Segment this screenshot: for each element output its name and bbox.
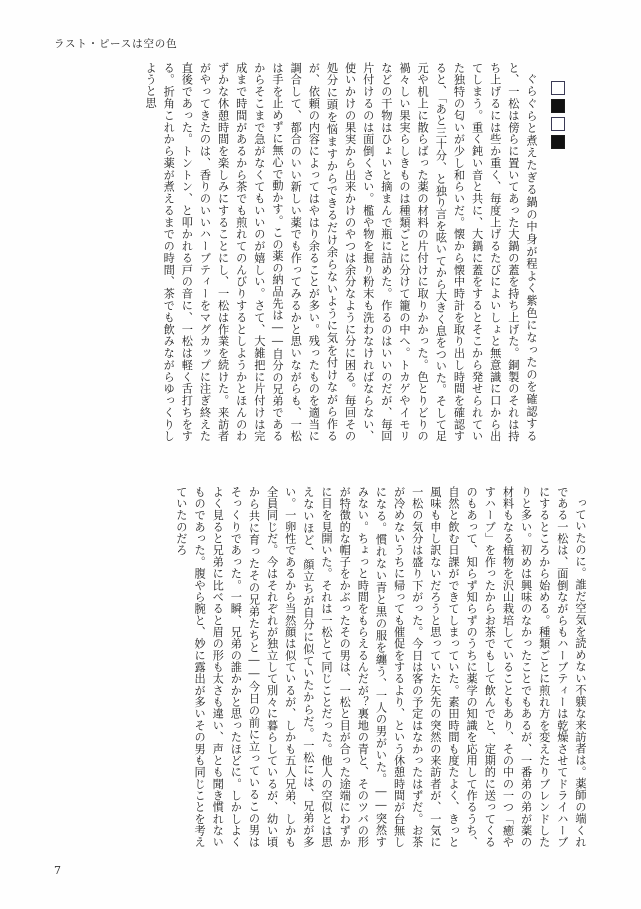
scene-break-ornament (551, 81, 565, 149)
square-outline-icon (551, 81, 565, 95)
square-filled-icon (551, 99, 565, 113)
square-outline-icon (551, 117, 565, 131)
body-text-lower (52, 486, 589, 848)
page-number: 7 (54, 864, 61, 877)
body-text-upper (52, 62, 540, 442)
paragraph-lower: っていたのに。誰だ空気を読めない不躾な来訪者は。薬師の端くれである一松は、面倒ながらもハーブティーは乾燥させてドライハーブにするところから始める。種類ごとに煎れ方を変えたりブレンドしたりと多い。初めは興味のなかったことでもあるが、一番弟の弟が薬の材料もなる植物を沢山栽培していることもあり、その中の一つ「癒やすハーブ」を作ったからお茶でもして飲んでと、定期的に送ってくるのもあって、知らず知らずのうちに薬学の知識を応用して作るうち、自然と飲む日課ができてしまっていた。素田時間も度たよく、きっと風味も申し訳ないだろうと思っていた矢先の突然の来訪者が、一気に一松の気分は盛り下がった。今日は客の予定はなかったはずだ。お茶が冷めないうちに帰っても催促をするより、という休憩時間が台無しになる。慣れない青と黒の服を纏う、一人の男がいた。――突然すみない。ちょっと時間をもらえるんだが？裏地の青と、そのツバの形が特徴的な帽子をかぶったその男は、一松と目が合った途端にわずかに目を見開いた。それは一松とて同じことだった。他人の空似とは思えないほど、顔立ちが自分に似ていたからだ。一松には、兄弟が多い。一卵性であるから当然顔は似ているが、しかも五人兄弟、しかも全員同じだ。今はそれぞれが独立して別々に暮らしているが、幼い頃から共に育ったその兄弟たちと――今日の前に立っているこの男はそっくりであった。一瞬、兄弟の誰かかと思ったほどに。しかしよくよく見ると兄弟に比べると眉の形も太さも違い、声とも聞き慣れないものであった。腹やら腕と、妙に露出が多いその男も同じことを考えていたのだろ (174, 486, 587, 848)
running-header: ラスト・ピースは空の色 (54, 38, 178, 50)
square-filled-icon (551, 135, 565, 149)
paragraph-upper: ぐらぐらと煮えたぎる鍋の中身が程よく紫色になったのを確認すると、一松は傍らに置いてあった大鍋の蓋を持ち上げた。銅製のそれは持ち上げるには些か重く、毎度上げるたびによいしょと無意識に口から出てしまう。重く鈍い音と共に、大鍋に蓋をするとそこから発せられていた独特の匂いが少し和らいだ。懐から懐中時計を取り出し時間を確認すると、「あと三十分、と独り言を呟いてから大きく息をついた。そして足元や机上に散らばった薬の材料の片付けに取りかかった。色とりどりの禍々しい果実らしきものは種類ごとに分けて籠の中へ。トカゲやイモリなどの干物はひょいと摘まんで瓶に詰めた。作るのはいいのだが、毎回片付けるのは面倒くさい。檻や物を掘り粉末も洗わなければならない、使いかけの果実から出来かけのやつは余分なように分に困る。毎回その処分に頭を悩ますからできるだけ余らないように気を付けながら作るが、依頼の内容によってはやはり余ることが多い。残ったものを適当に調合して、都合のいい新しい薬でも作ってみるかと思いながらも、一松は手を止めずに無心で動かす。この薬の納品先は――自分の兄弟であるからそこまで急がなくてもいいのが嬉しい。さて、大雑把に片付けは完成まで時間があるから茶でも煎れてのんびりするとしようかとほんのわずかな休憩時間を楽しみにすることにし、一松は作業を続けた。来訪者がやってきたのは、香りのいいハーブティーをマグカップに注ぎ終えた直後であった。トントン、と叩かれる戸の音に、一松は軽く舌打ちをする。折角これから薬が煮えるまでの時間、茶でも飲みながらゆっくりしようと思 (144, 62, 538, 442)
